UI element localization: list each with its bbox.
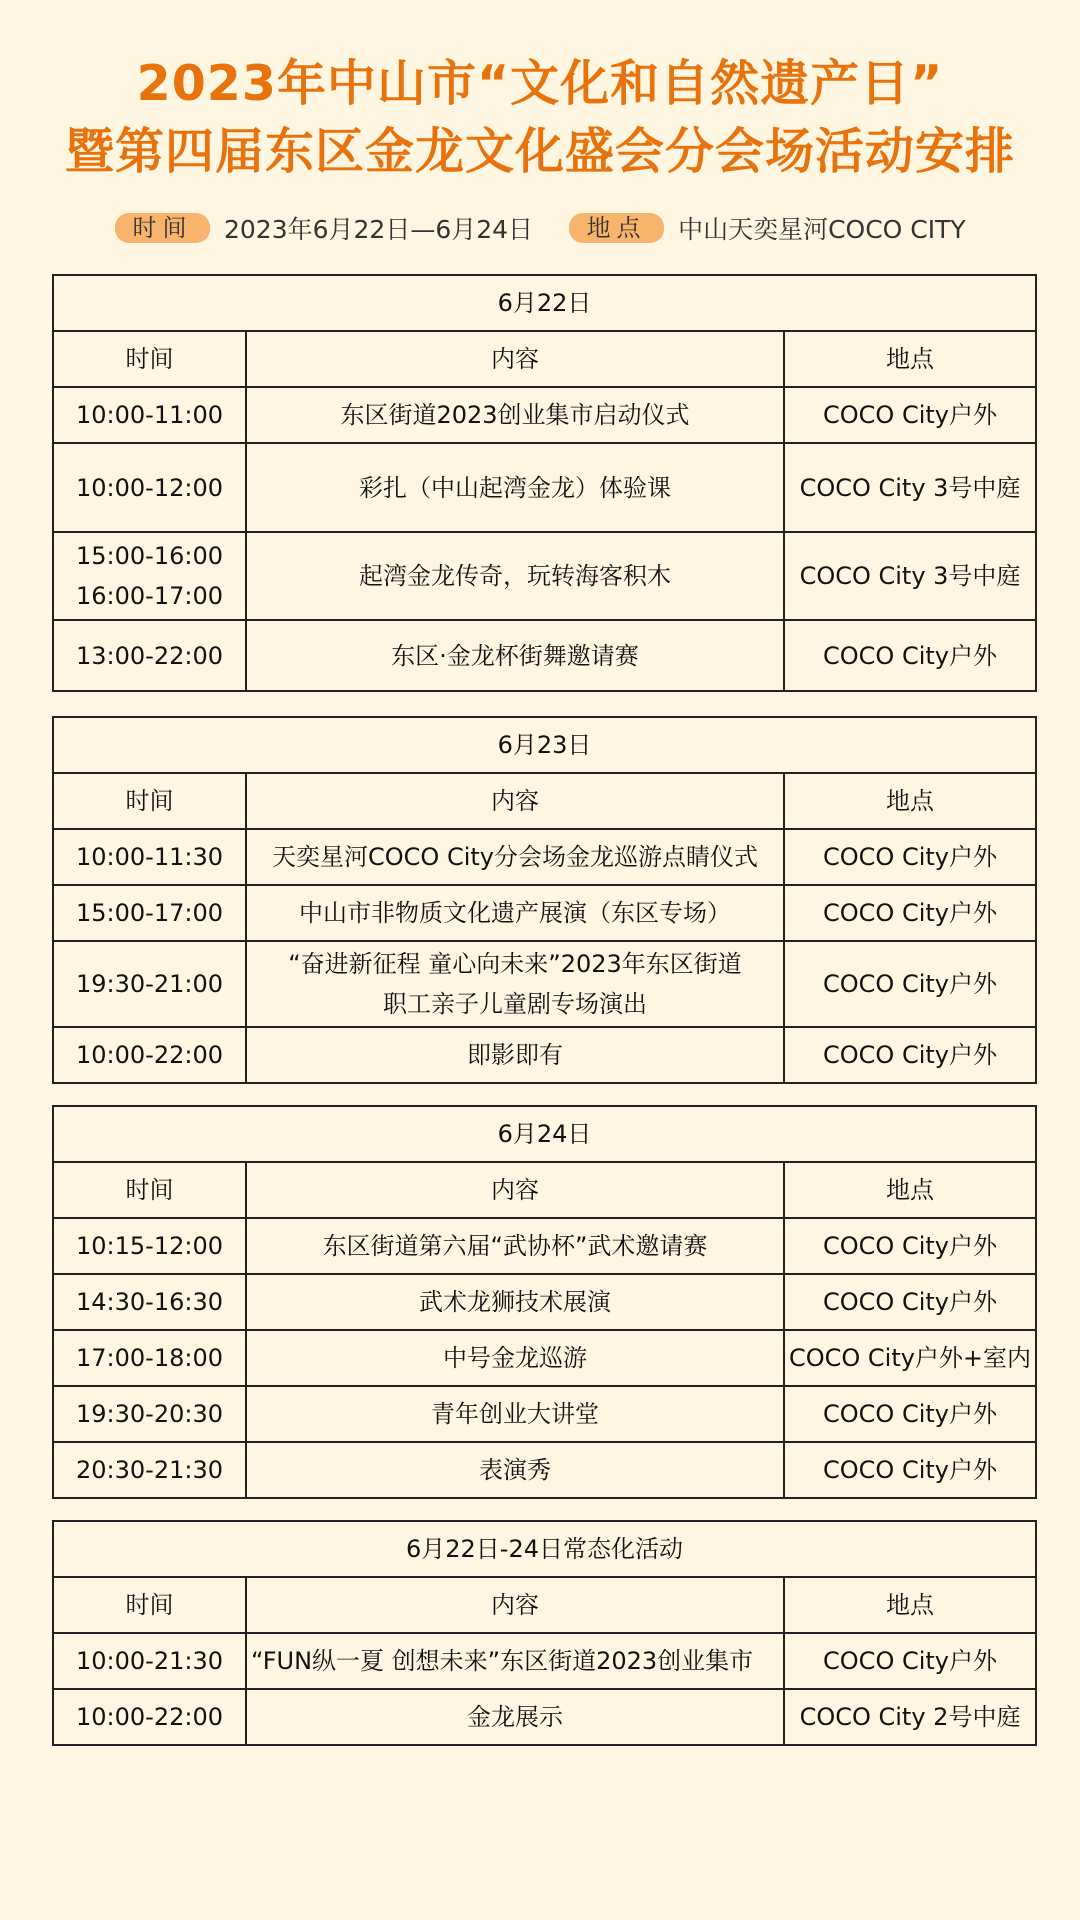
table-row bbox=[53, 532, 1036, 620]
col-header-time: 时间 bbox=[53, 1162, 246, 1218]
table-row bbox=[53, 1386, 1036, 1442]
table-row bbox=[53, 1442, 1036, 1498]
cell-place: COCO City户外 bbox=[784, 829, 1036, 885]
cell-time: 10:00-21:30 bbox=[53, 1633, 246, 1689]
header-row bbox=[53, 331, 1036, 387]
cell-time: 10:00-11:00 bbox=[53, 387, 246, 443]
cell-time: 14:30-16:30 bbox=[53, 1274, 246, 1330]
title-line-1: 2023年中山市“文化和自然遗产日” bbox=[136, 55, 944, 112]
table-row bbox=[53, 1330, 1036, 1386]
col-header-time: 时间 bbox=[53, 773, 246, 829]
cell-time: 19:30-21:00 bbox=[53, 941, 246, 1027]
cell-time: 10:00-11:30 bbox=[53, 829, 246, 885]
header-row bbox=[53, 1162, 1036, 1218]
col-header-content: 内容 bbox=[246, 1577, 784, 1633]
cell-content-line1: “奋进新征程 童心向未来”2023年东区街道 bbox=[288, 950, 742, 978]
title-line-2: 暨第四届东区金龙文化盛会分会场活动安排 bbox=[64, 123, 1015, 180]
time-value: 2023年6月22日—6月24日 bbox=[224, 215, 534, 244]
cell-content: 青年创业大讲堂 bbox=[246, 1386, 784, 1442]
cell-place: COCO City户外 bbox=[784, 387, 1036, 443]
header-row bbox=[53, 773, 1036, 829]
cell-place: COCO City户外 bbox=[784, 885, 1036, 941]
cell-content bbox=[246, 941, 784, 1027]
cell-content: 天奕星河COCO City分会场金龙巡游点睛仪式 bbox=[246, 829, 784, 885]
table-row bbox=[53, 443, 1036, 532]
cell-content: 中山市非物质文化遗产展演（东区专场） bbox=[246, 885, 784, 941]
table-row bbox=[53, 1633, 1036, 1689]
cell-time-line2: 16:00-17:00 bbox=[76, 582, 223, 610]
table-row bbox=[53, 1689, 1036, 1745]
cell-place: COCO City户外 bbox=[784, 1442, 1036, 1498]
cell-content: 中号金龙巡游 bbox=[246, 1330, 784, 1386]
place-value: 中山天奕星河COCO CITY bbox=[678, 215, 966, 244]
table-row bbox=[53, 885, 1036, 941]
cell-content: 东区·金龙杯街舞邀请赛 bbox=[246, 620, 784, 691]
table-title: 6月24日 bbox=[53, 1106, 1036, 1162]
cell-place: COCO City户外 bbox=[784, 1218, 1036, 1274]
cell-content: 起湾金龙传奇，玩转海客积木 bbox=[246, 532, 784, 620]
table-row bbox=[53, 941, 1036, 1027]
cell-time: 17:00-18:00 bbox=[53, 1330, 246, 1386]
cell-content: 东区街道第六届“武协杯”武术邀请赛 bbox=[246, 1218, 784, 1274]
schedule-table-day2 bbox=[52, 716, 1037, 1084]
col-header-time: 时间 bbox=[53, 331, 246, 387]
cell-time: 10:15-12:00 bbox=[53, 1218, 246, 1274]
cell-content: 即影即有 bbox=[246, 1027, 784, 1083]
cell-time bbox=[53, 532, 246, 620]
cell-place: COCO City户外 bbox=[784, 1633, 1036, 1689]
col-header-time: 时间 bbox=[53, 1577, 246, 1633]
cell-place: COCO City户外 bbox=[784, 620, 1036, 691]
cell-content: “FUN纵一夏 创想未来”东区街道2023创业集市 bbox=[246, 1633, 784, 1689]
cell-time: 13:00-22:00 bbox=[53, 620, 246, 691]
cell-content: 彩扎（中山起湾金龙）体验课 bbox=[246, 443, 784, 532]
cell-place: COCO City户外+室内 bbox=[784, 1330, 1036, 1386]
col-header-place: 地点 bbox=[784, 773, 1036, 829]
col-header-place: 地点 bbox=[784, 331, 1036, 387]
cell-time: 10:00-22:00 bbox=[53, 1027, 246, 1083]
cell-time: 20:30-21:30 bbox=[53, 1442, 246, 1498]
col-header-place: 地点 bbox=[784, 1162, 1036, 1218]
cell-content: 武术龙狮技术展演 bbox=[246, 1274, 784, 1330]
place-label-badge: 地点 bbox=[569, 213, 664, 243]
table-row bbox=[53, 1274, 1036, 1330]
cell-content: 表演秀 bbox=[246, 1442, 784, 1498]
col-header-content: 内容 bbox=[246, 1162, 784, 1218]
col-header-content: 内容 bbox=[246, 773, 784, 829]
cell-content-line2: 职工亲子儿童剧专场演出 bbox=[383, 990, 647, 1018]
schedule-table-regular bbox=[52, 1520, 1037, 1746]
table-title: 6月22日-24日常态化活动 bbox=[53, 1521, 1036, 1577]
time-label-badge: 时间 bbox=[115, 213, 210, 243]
table-title: 6月22日 bbox=[53, 275, 1036, 331]
table-row bbox=[53, 1218, 1036, 1274]
cell-time: 10:00-12:00 bbox=[53, 443, 246, 532]
col-header-place: 地点 bbox=[784, 1577, 1036, 1633]
schedule-table-day1 bbox=[52, 274, 1037, 692]
table-row bbox=[53, 387, 1036, 443]
cell-content: 金龙展示 bbox=[246, 1689, 784, 1745]
event-meta bbox=[115, 208, 1002, 248]
table-title: 6月23日 bbox=[53, 717, 1036, 773]
cell-place: COCO City户外 bbox=[784, 1027, 1036, 1083]
cell-content: 东区街道2023创业集市启动仪式 bbox=[246, 387, 784, 443]
table-row bbox=[53, 829, 1036, 885]
cell-place: COCO City 3号中庭 bbox=[784, 532, 1036, 620]
cell-place: COCO City户外 bbox=[784, 941, 1036, 1027]
cell-time: 10:00-22:00 bbox=[53, 1689, 246, 1745]
cell-place: COCO City 3号中庭 bbox=[784, 443, 1036, 532]
cell-place: COCO City户外 bbox=[784, 1274, 1036, 1330]
header-row bbox=[53, 1577, 1036, 1633]
cell-place: COCO City户外 bbox=[784, 1386, 1036, 1442]
table-row bbox=[53, 1027, 1036, 1083]
cell-time: 15:00-17:00 bbox=[53, 885, 246, 941]
cell-time-line1: 15:00-16:00 bbox=[76, 542, 223, 570]
cell-time: 19:30-20:30 bbox=[53, 1386, 246, 1442]
schedule-table-day3 bbox=[52, 1105, 1037, 1499]
col-header-content: 内容 bbox=[246, 331, 784, 387]
table-row bbox=[53, 620, 1036, 691]
cell-place: COCO City 2号中庭 bbox=[784, 1689, 1036, 1745]
